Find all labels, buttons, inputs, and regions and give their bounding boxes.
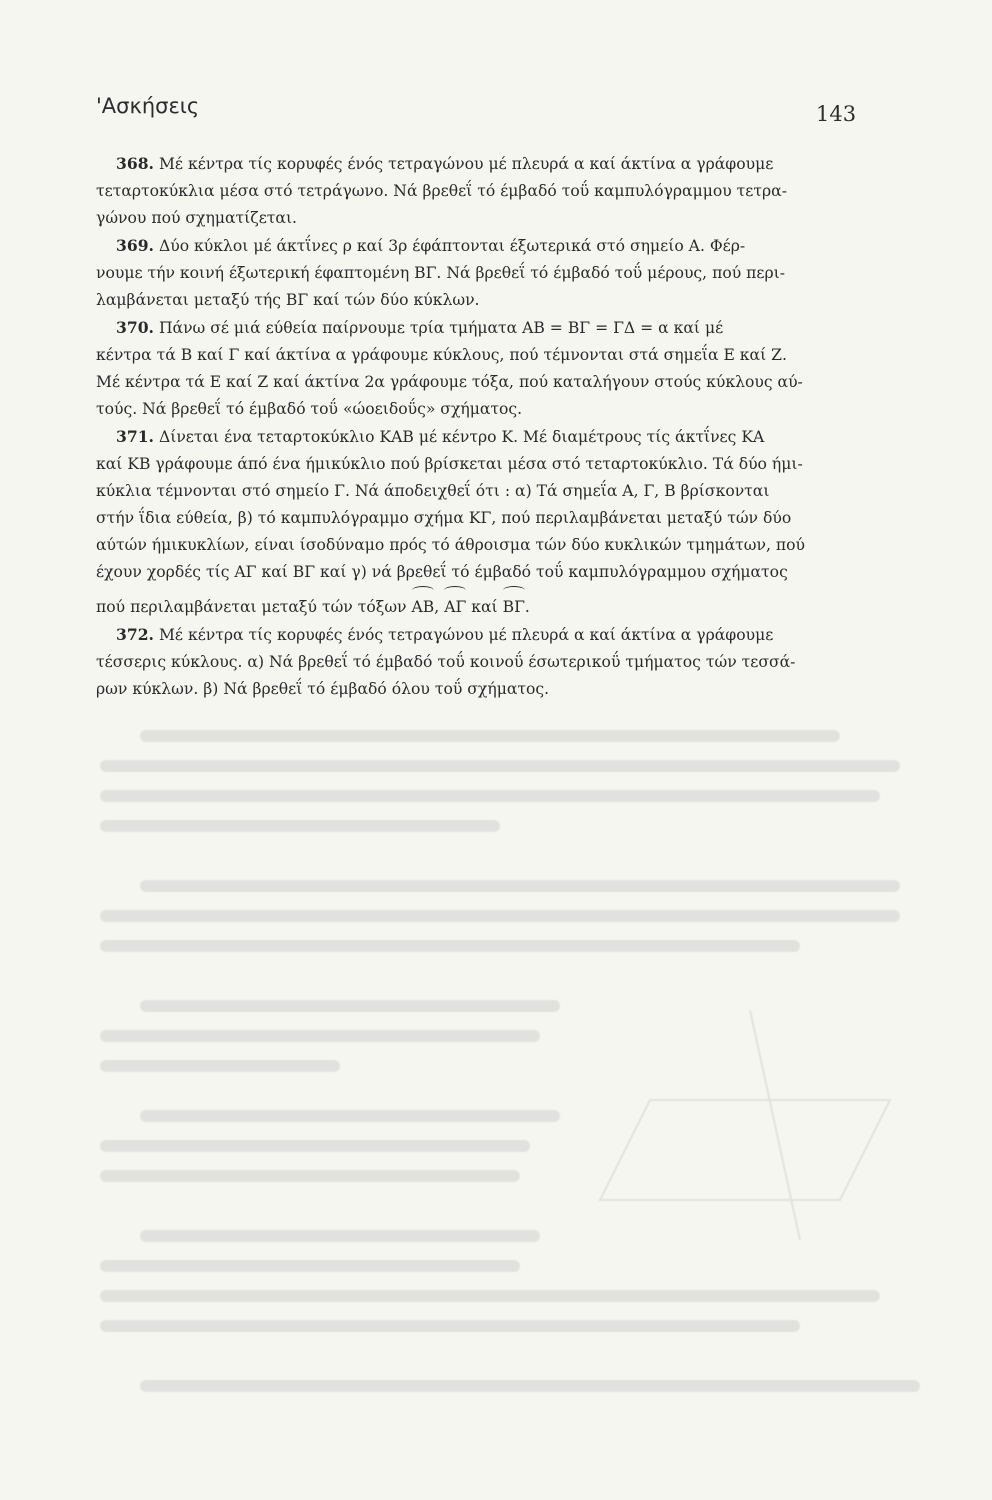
exercise-list [96, 150, 853, 703]
exercise-number: 371. [116, 427, 154, 446]
running-header-title: 'Ασκήσεις [96, 94, 200, 118]
arc-separator: , [434, 598, 440, 616]
exercise-line [96, 314, 853, 342]
arc-label-bg: ΒΓ [503, 592, 525, 621]
exercise-text: Δίνεται ένα τεταρτοκύκλιο ΚΑΒ μέ κέντρο Κ. Μέ διαμέτρους τίς άκτΐνες ΚΑ [158, 428, 765, 446]
exercise-369 [96, 232, 853, 314]
page-number: 143 [816, 102, 857, 126]
arc-conjunction: καί [471, 598, 498, 616]
exercise-line [96, 621, 853, 649]
exercise-line [96, 232, 853, 260]
exercise-line: τεταρτοκύκλια μέσα στό τετράγωνο. Νά βρεθεΐ τό έμβαδό τοΰ καμπυλόγραμμου τετρα- [96, 182, 787, 200]
exercise-line: έχουν χορδές τίς ΑΓ καί ΒΓ καί γ) νά βρεθεΐ τό έμβαδό τοΰ καμπυλόγραμμου σχήματος [96, 563, 788, 581]
exercise-number: 369. [116, 236, 154, 255]
exercise-371 [96, 423, 853, 621]
exercise-line: στήν ΐδια εύθεία, β) τό καμπυλόγραμμο σχήμα ΚΓ, πού περιλαμβάνεται μεταξύ τών δύο [96, 509, 792, 527]
exercise-line: κέντρα τά Β καί Γ καί άκτίνα α γράφουμε κύκλους, πού τέμνονται στά σημεΐα Ε καί Ζ. [96, 346, 787, 364]
exercise-line: λαμβάνεται μεταξύ τής ΒΓ καί τών δύο κύκλων. [96, 291, 480, 309]
exercise-line [96, 150, 853, 178]
arc-line-end: . [524, 598, 530, 616]
exercise-line: τέσσερις κύκλους. α) Νά βρεθεΐ τό έμβαδό τοΰ κοινοΰ έσωτερικοΰ τμήματος τών τεσσά- [96, 653, 796, 671]
exercise-line: τούς. Νά βρεθεΐ τό έμβαδό τοΰ «ώοειδοΰς» σχήματος. [96, 400, 523, 418]
exercise-372 [96, 621, 853, 703]
exercise-line: αύτών ήμικυκλίων, είναι ίσοδύναμο πρός τό άθροισμα τών δύο κυκλικών τμημάτων, πού [96, 536, 806, 554]
exercise-line: καί ΚΒ γράφουμε άπό ένα ήμικύκλιο πού βρίσκεται μέσα στό τεταρτοκύκλιο. Τά δύο ήμι- [96, 455, 803, 473]
exercise-number: 370. [116, 318, 154, 337]
exercise-line: γώνου πού σχηματίζεται. [96, 209, 298, 227]
exercise-line [96, 423, 853, 451]
exercise-text: Μέ κέντρα τίς κορυφές ένός τετραγώνου μέ πλευρά α καί άκτίνα α γράφουμε [158, 626, 774, 644]
exercise-370 [96, 314, 853, 423]
exercise-line: νουμε τήν κοινή έξωτερική έφαπτομένη ΒΓ. Νά βρεθεΐ τό έμβαδό τοΰ μέρους, πού περι- [96, 264, 786, 282]
exercise-line: Μέ κέντρα τά Ε καί Ζ καί άκτίνα 2α γράφουμε τόξα, πού καταλήγουν στούς κύκλους αύ- [96, 373, 803, 391]
exercise-line: κύκλια τέμνονται στό σημείο Γ. Νά άποδειχθεΐ ότι : α) Τά σημεΐα Α, Γ, Β βρίσκονται [96, 482, 770, 500]
show-through-bleed [100, 680, 920, 1480]
exercise-368 [96, 150, 853, 232]
exercise-number: 368. [116, 154, 154, 173]
exercise-number: 372. [116, 625, 154, 644]
exercise-text: Μέ κέντρα τίς κορυφές ένός τετραγώνου μέ πλευρά α καί άκτίνα α γράφουμε [158, 155, 774, 173]
arc-label-ag: ΑΓ [444, 592, 466, 621]
exercise-text: Πάνω σέ μιά εύθεία παίρνουμε τρία τμήματα ΑΒ = ΒΓ = ΓΔ = α καί μέ [158, 319, 724, 337]
arc-line-prefix: πού περιλαμβάνεται μεταξύ τών τόξων [96, 598, 407, 616]
exercise-line: ρων κύκλων. β) Νά βρεθεΐ τό έμβαδό όλου τοΰ σχήματος. [96, 680, 550, 698]
exercise-line [96, 592, 853, 621]
arc-label-ab: ΑΒ [412, 592, 435, 621]
exercise-text: Δύο κύκλοι μέ άκτΐνες ρ καί 3ρ έφάπτονται έξωτερικά στό σημείο Α. Φέρ- [158, 237, 746, 255]
